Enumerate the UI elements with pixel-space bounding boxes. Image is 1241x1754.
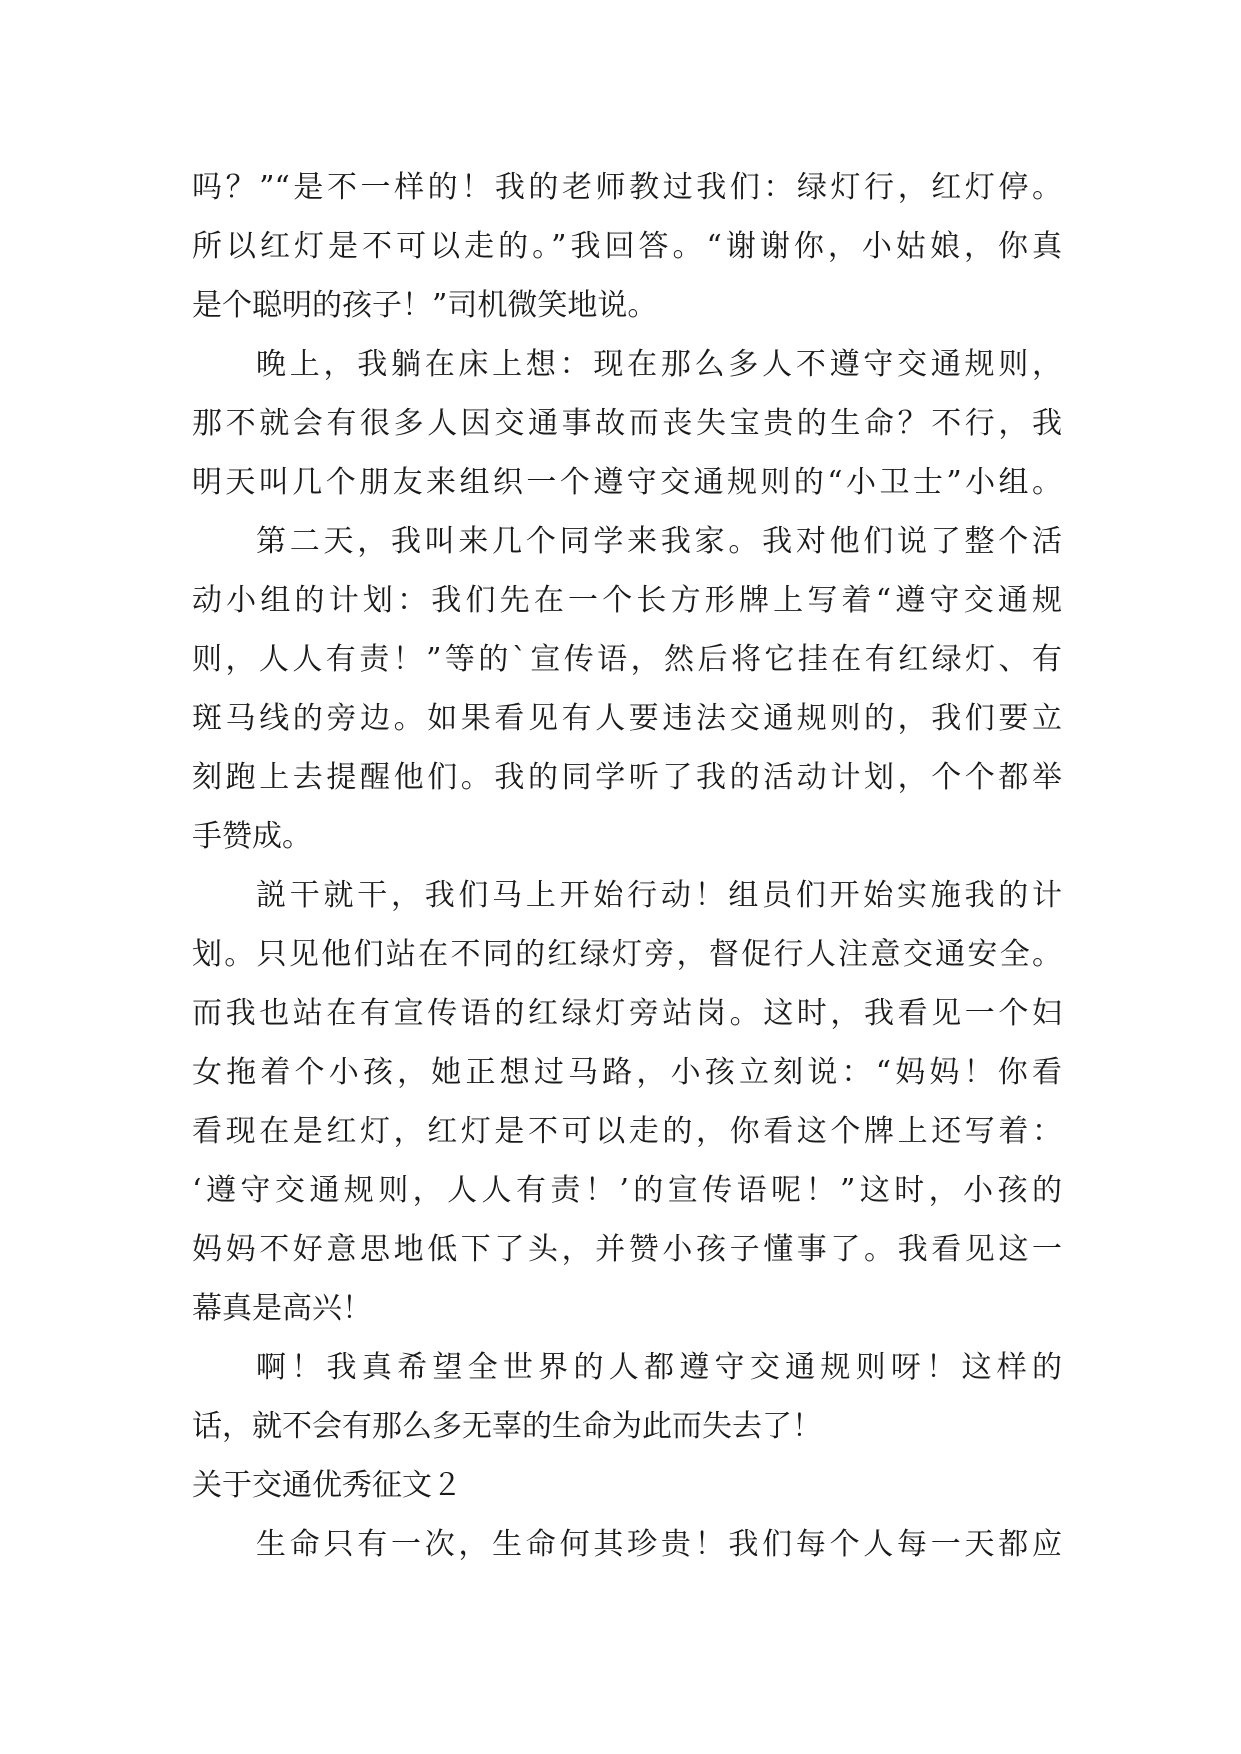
text-line: 那不就会有很多人因交通事故而丧失宝贵的生命？不行，我 [192,406,1062,441]
text-line: 説干就干，我们马上开始行动！组员们开始实施我的计 [256,878,1062,913]
text-line: ‘遵守交通规则，人人有责！’的宣传语呢！”这时，小孩的 [192,1173,1062,1208]
text-line: 啊！我真希望全世界的人都遵守交通规则呀！这样的 [256,1350,1062,1385]
text-line: 话，就不会有那么多无辜的生命为此而失去了！ [192,1409,822,1444]
text-line: 幕真是高兴！ [192,1291,372,1326]
document-body [192,158,1062,1574]
text-line: 则，人人有责！”等的`宣传语，然后将它挂在有红绿灯、有 [192,642,1062,677]
text-line: 妈妈不好意思地低下了头，并赞小孩子懂事了。我看见这一 [192,1232,1062,1267]
text-line: 吗？”“是不一样的！我的老师教过我们：绿灯行，红灯停。 [192,170,1062,205]
text-line: 所以红灯是不可以走的。”我回答。“谢谢你，小姑娘，你真 [192,229,1062,264]
text-line: 女拖着个小孩，她正想过马路，小孩立刻说：“妈妈！你看 [192,1055,1062,1090]
text-line: 晚上，我躺在床上想：现在那么多人不遵守交通规则， [256,347,1062,382]
text-line: 划。只见他们站在不同的红绿灯旁，督促行人注意交通安全。 [192,937,1062,972]
text-line: 第二天，我叫来几个同学来我家。我对他们说了整个活 [256,524,1062,559]
text-line: 看现在是红灯，红灯是不可以走的，你看这个牌上还写着： [192,1114,1062,1149]
text-line: 斑马线的旁边。如果看见有人要违法交通规则的，我们要立 [192,701,1062,736]
text-line: 生命只有一次，生命何其珍贵！我们每个人每一天都应 [256,1527,1062,1562]
text-line: 明天叫几个朋友来组织一个遵守交通规则的“小卫士”小组。 [192,465,1062,500]
text-line: 手赞成。 [192,819,312,854]
text-line: 是个聪明的孩子！”司机微笑地说。 [192,288,658,323]
section-heading: 关于交通优秀征文２ [192,1468,462,1503]
text-line: 刻跑上去提醒他们。我的同学听了我的活动计划，个个都举 [192,760,1062,795]
text-line: 动小组的计划：我们先在一个长方形牌上写着“遵守交通规 [192,583,1062,618]
text-line: 而我也站在有宣传语的红绿灯旁站岗。这时，我看见一个妇 [192,996,1062,1031]
